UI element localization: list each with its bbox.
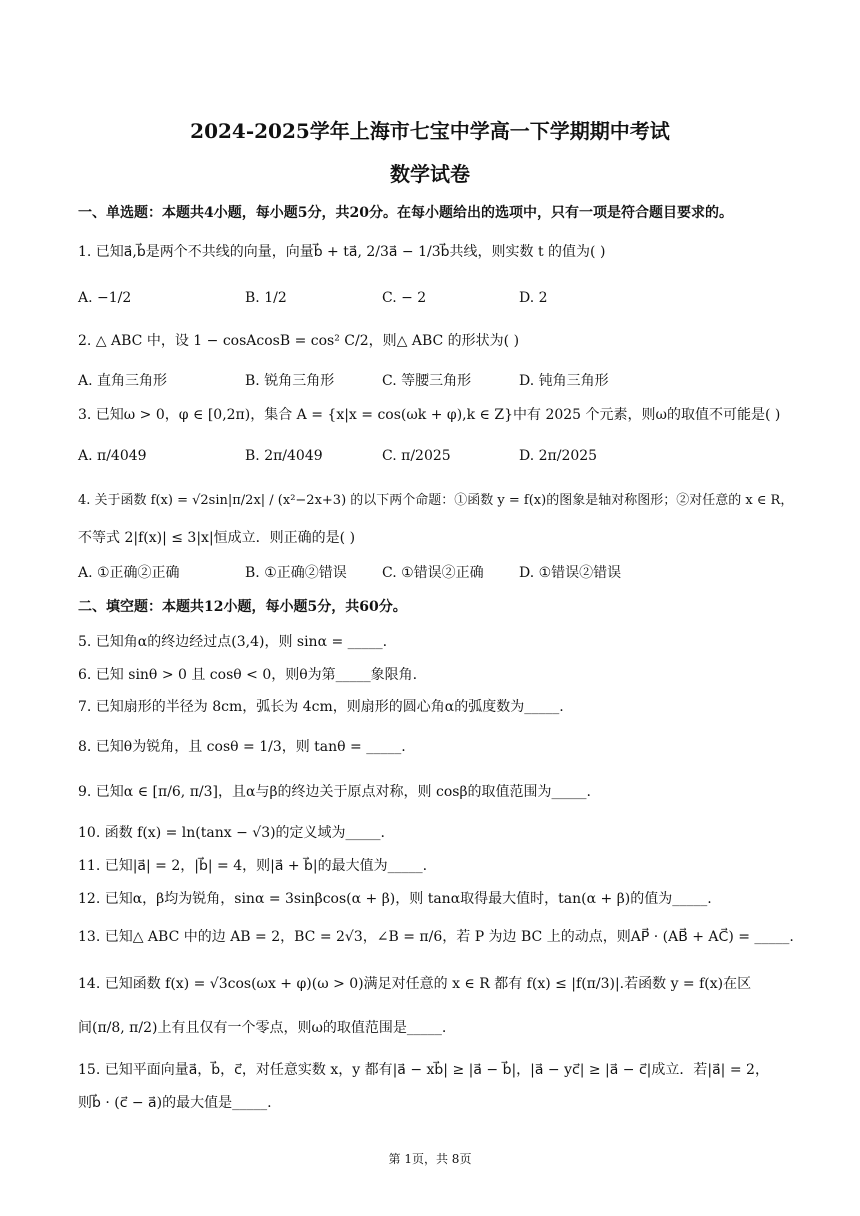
question-6: 6. 已知 sinθ > 0 且 cosθ < 0，则θ为第_____象限角.: [78, 667, 418, 683]
question-10: 10. 函数 f(x) = ln(tanx − √3)的定义域为_____.: [78, 825, 386, 841]
q2-option-a: A. 直角三角形: [78, 373, 168, 389]
q4-option-c: C. ①错误②正确: [382, 565, 484, 581]
question-7: 7. 已知扇形的半径为 8cm，弧长为 4cm，则扇形的圆心角α的弧度数为_____.: [78, 699, 564, 715]
question-15-line-2: 则b⃗ · (c⃗ − a⃗)的最大值是_____.: [78, 1095, 272, 1111]
question-5: 5. 已知角α的终边经过点(3,4)，则 sinα = _____.: [78, 634, 388, 650]
q4-option-b: B. ①正确②错误: [245, 565, 347, 581]
question-8: 8. 已知θ为锐角，且 cosθ = 1/3，则 tanθ = _____.: [78, 739, 406, 755]
q4-option-d: D. ①错误②错误: [519, 565, 622, 581]
question-9: 9. 已知α ∈ [π/6, π/3]，且α与β的终边关于原点对称，则 cosβ的取值范围为_____.: [78, 784, 591, 800]
question-12: 12. 已知α，β均为锐角，sinα = 3sinβcos(α + β)，则 tanα取得最大值时，tan(α + β)的值为_____.: [78, 891, 712, 907]
q3-option-c: C. π/2025: [382, 448, 451, 464]
section-1-heading: 一、单选题：本题共4小题，每小题5分，共20分。在每小题给出的选项中，只有一项是符合题目要求的。: [78, 205, 733, 221]
q3-option-b: B. 2π/4049: [245, 448, 323, 464]
page-footer: 第 1页，共 8页: [388, 1152, 472, 1166]
exam-subtitle: 数学试卷: [390, 162, 470, 186]
q1-option-c: C. − 2: [382, 290, 427, 306]
question-1-stem: 1. 已知a⃗,b⃗是两个不共线的向量，向量b⃗ + ta⃗, 2/3a⃗ − 1/3b⃗共线，则实数 t 的值为( ): [78, 244, 606, 260]
q2-option-b: B. 锐角三角形: [245, 373, 335, 389]
question-2-stem: 2. △ ABC 中，设 1 − cosAcosB = cos² C/2，则△ ABC 的形状为( ): [78, 333, 520, 349]
q1-option-b: B. 1/2: [245, 290, 287, 306]
q4-option-a: A. ①正确②正确: [78, 565, 180, 581]
q2-option-c: C. 等腰三角形: [382, 373, 472, 389]
question-14-line-2: 间(π/8, π/2)上有且仅有一个零点，则ω的取值范围是_____.: [78, 1020, 447, 1036]
question-13: 13. 已知△ ABC 中的边 AB = 2，BC = 2√3，∠B = π/6，若 P 为边 BC 上的动点，则AP⃗ · (AB⃗ + AC⃗) = _____.: [78, 929, 794, 945]
section-2-heading: 二、填空题：本题共12小题，每小题5分，共60分。: [78, 599, 407, 615]
q3-option-a: A. π/4049: [78, 448, 147, 464]
question-3-stem: 3. 已知ω > 0，φ ∈ [0,2π)，集合 A = {x|x = cos(ωk + φ),k ∈ Z}中有 2025 个元素，则ω的取值不可能是( ): [78, 407, 781, 423]
question-15-line-1: 15. 已知平面向量a⃗，b⃗，c⃗，对任意实数 x，y 都有|a⃗ − xb⃗| ≥ |a⃗ − b⃗|，|a⃗ − yc⃗| ≥ |a⃗ − c⃗|成立．若|a⃗| = 2，: [78, 1062, 769, 1078]
q1-option-a: A. −1/2: [78, 290, 132, 306]
question-11: 11. 已知|a⃗| = 2，|b⃗| = 4，则|a⃗ + b⃗|的最大值为_____.: [78, 858, 428, 874]
q3-option-d: D. 2π/2025: [519, 448, 598, 464]
question-4-stem-line-2: 不等式 2|f(x)| ≤ 3|x|恒成立．则正确的是( ): [78, 530, 356, 546]
q2-option-d: D. 钝角三角形: [519, 373, 609, 389]
question-14-line-1: 14. 已知函数 f(x) = √3cos(ωx + φ)(ω > 0)满足对任意的 x ∈ R 都有 f(x) ≤ |f(π/3)|.若函数 y = f(x)在区: [78, 976, 752, 992]
q1-option-d: D. 2: [519, 290, 548, 306]
exam-title: 2024-2025学年上海市七宝中学高一下学期期中考试: [190, 119, 670, 143]
question-4-stem-line-1: 4. 关于函数 f(x) = √2sin|π/2x| / (x²−2x+3) 的以下两个命题：①函数 y = f(x)的图象是轴对称图形；②对任意的 x ∈ R，: [78, 493, 794, 508]
